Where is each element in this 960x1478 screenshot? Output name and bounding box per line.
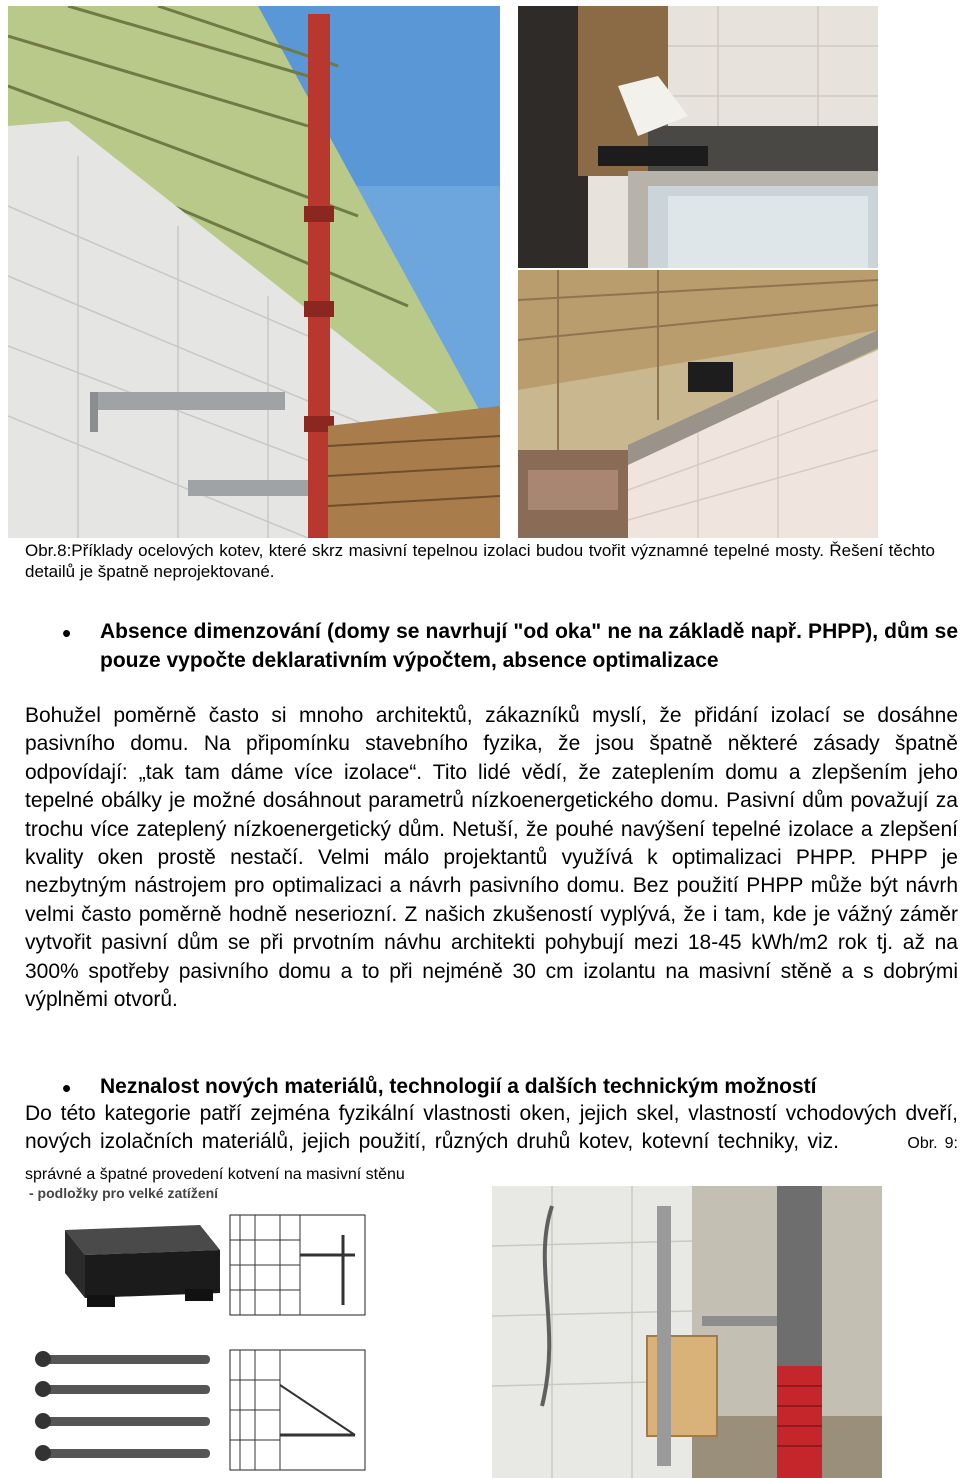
bullet-2: • — [62, 1073, 72, 1103]
section1-body: Bohužel poměrně často si mnoho architektů, zákazníků myslí, že přidání izolací se dosáhne pasivního domu. Na připomínku stavebního fyzika, že jsou špatně některé zásady špatně odpovídají: „tak tam dáme více izolace“. Tito lidé vědí, že zateplením domu a zlepšením jeho tepelné obálky je možné dosáhnout parametrů nízkoenergetického domu. Pasivní dům považují za trochu více zateplený nízkoenergetický dům. Netuší, že pouhé navýšení tepelné izolace a zlepšení kvality oken prostě nestačí. Velmi málo projektantů využívá k optimalizaci PHPP. PHPP je nezbytným nástrojem pro optimalizaci a návrh pasivního domu. Bez použití PHPP může být návrh velmi často poměrně hodně neseriozní. Z našich zkušeností vyplývá, že i tam, kde je vážný záměr vytvořit pasivní dům se při prvotním návhu architekti pohybují mezi 18-45 kWh/m2 rok tj. až na 300% spotřeby pasivního domu a to při nejméně 30 cm izolantu na masivní stěně a s dobrými výplněmi otvorů. — [25, 704, 958, 1012]
section2-body-text: Do této kategorie patří zejména fyzikální vlastnosti oken, jejich skel, vlastností vchodových dveří, nových izolačních materiálů, jejich použití, různých druhů kotev, kotevní techniky, viz. — [25, 1102, 958, 1154]
figure9-photo-right — [492, 1186, 882, 1478]
figure8-photo-right-bottom — [518, 270, 878, 538]
figure8-photo-left — [8, 6, 500, 538]
figure8-photo-right-top — [518, 6, 878, 268]
section2-body — [25, 1100, 958, 1189]
figure9-pads-label: - podložky pro velké zatížení — [29, 1185, 219, 1201]
bullet-1: • — [62, 618, 72, 648]
section1-heading: Absence dimenzování (domy se navrhují "od oka" ne na základě např. PHPP), dům se pouze vypočte deklarativním výpočtem, absence optimalizace — [100, 620, 958, 672]
section2-heading: Neznalost nových materiálů, technologií a dalších technickým možností — [100, 1075, 817, 1098]
figure9-left-panel — [25, 1185, 390, 1478]
figure8-caption: Obr.8:Příklady ocelových kotev, které skrz masivní tepelnou izolaci budou tvořit významné tepelné mosty. Řešení těchto detailů je špatně neprojektované. — [25, 541, 935, 581]
figure9-caption: Obr. 9: správné a špatné provedení kotvení na masivní stěnu — [25, 1135, 958, 1183]
